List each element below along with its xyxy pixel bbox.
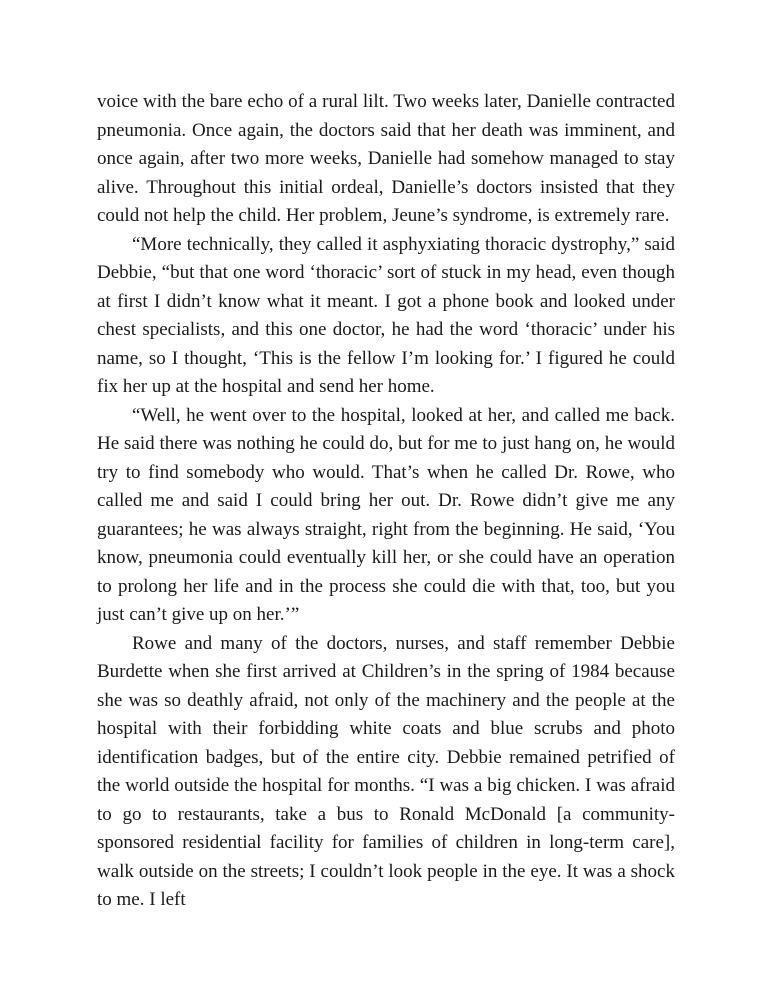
paragraph: Rowe and many of the doctors, nurses, and staff remember Debbie Burdette when she first arrived at Children’s in the spring of 1984 because she was so deathly afraid, not only of the machinery and the people at the hospital with their forbidding white coats and blue scrubs and photo identification badges, but of the entire city. Debbie remained petrified of the world outside the hospital for months. “I was a big chicken. I was afraid to go to restaurants, take a bus to Ronald McDonald [a community-sponsored residential facility for families of children in long-term care], walk outside on the streets; I couldn’t look people in the eye. It was a shock to me. I left [97, 632, 675, 910]
paragraph: voice with the bare echo of a rural lilt. Two weeks later, Danielle contracted pneumonia. Once again, the doctors said that her death was imminent, and once again, after two more weeks, Danielle had somehow managed to stay alive. Throughout this initial ordeal, Danielle’s doctors insisted that they could not help the child. Her problem, Jeune’s syndrome, is extremely rare. [97, 91, 675, 226]
paragraph: “More technically, they called it asphyxiating thoracic dystrophy,” said Debbie, “but that one word ‘thoracic’ sort of stuck in my head, even though at first I didn’t know what it meant. I got a phone book and looked under chest specialists, and this one doctor, he had the word ‘thoracic’ under his name, so I thought, ‘This is the fellow I’m looking for.’ I figured he could fix her up at the hospital and send her home. [97, 233, 675, 397]
paragraph: “Well, he went over to the hospital, looked at her, and called me back. He said there was nothing he could do, but for me to just hang on, he would try to find somebody who would. That’s when he called Dr. Rowe, who called me and said I could bring her out. Dr. Rowe didn’t give me any guarantees; he was always straight, right from the beginning. He said, ‘You know, pneumonia could eventually kill her, or she could have an operation to prolong her life and in the process she could die with that, too, but you just can’t give up on her.’” [97, 404, 675, 625]
page-body [97, 88, 675, 915]
